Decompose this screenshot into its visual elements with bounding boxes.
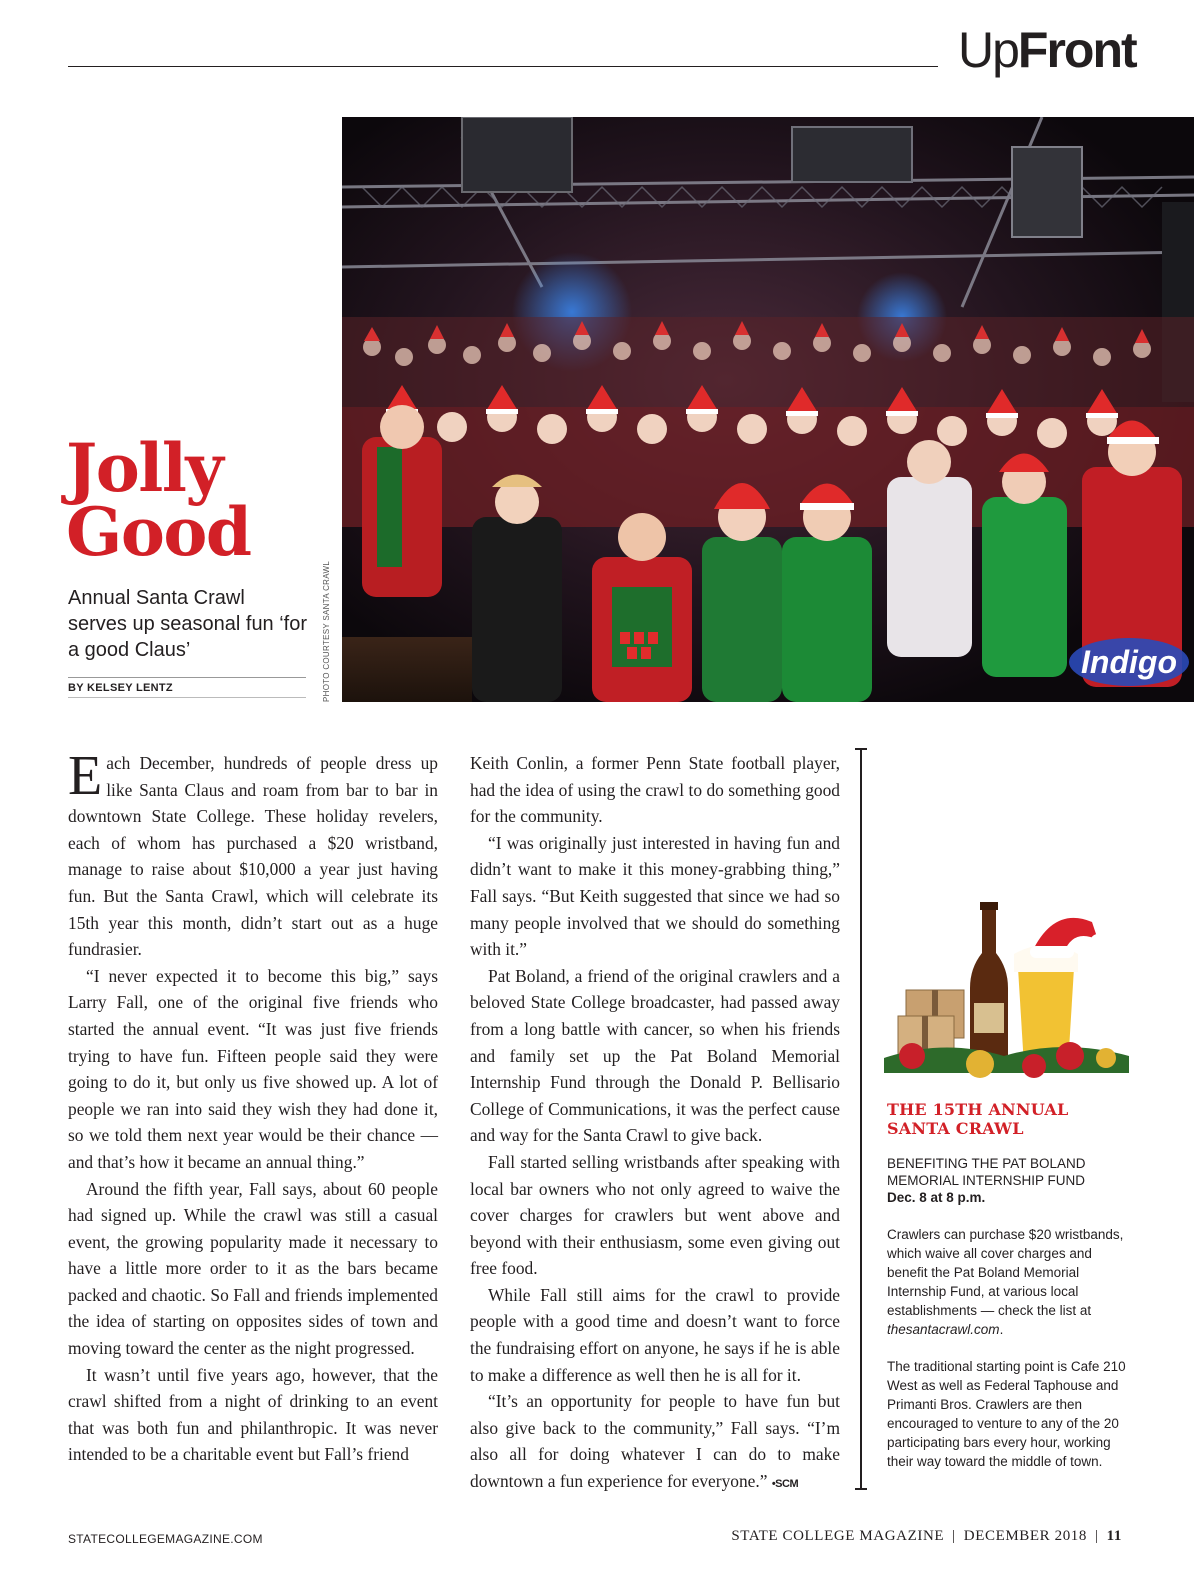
- sidebar-divider-cap-bottom: [855, 1488, 867, 1490]
- santa-crawl-crowd-photo: [342, 117, 1194, 702]
- footer-website: STATECOLLEGEMAGAZINE.COM: [68, 1532, 263, 1546]
- article-column-2: [470, 750, 840, 1498]
- article-paragraph: Keith Conlin, a former Penn State football player, had the idea of using the crawl to do something good for the community.: [470, 753, 840, 827]
- section-tag-bold: Front: [1017, 22, 1136, 78]
- footer-separator: |: [952, 1528, 956, 1544]
- sidebar-subtitle-text: BENEFITING THE PAT BOLAND MEMORIAL INTERNSHIP FUND: [887, 1156, 1086, 1188]
- page-number: 11: [1106, 1528, 1122, 1544]
- article-paragraph: Pat Boland, a friend of the original crawlers and a beloved State College broadcaster, had passed away from a long battle with cancer, so when his friends and family set up the Pat Boland Memorial Internship Fund through the Donald P. Bellisario College of Communications, it was the perfect cause and way for the Santa Crawl to give back.: [470, 965, 840, 1146]
- byline-rule-top: [68, 677, 306, 678]
- headline-line-2: Good: [66, 493, 251, 571]
- sidebar-paragraph-text: Crawlers can purchase $20 wristbands, which waive all cover charges and benefit the Pat Boland Memorial Internship Fund, at various local establishments — check the list at: [887, 1227, 1124, 1318]
- sidebar-paragraph-end: .: [999, 1322, 1004, 1337]
- indigo-sign-logo: [1069, 638, 1189, 686]
- drop-cap: E: [68, 745, 103, 807]
- headline-line-1: Jolly: [66, 429, 223, 507]
- sidebar-title: THE 15TH ANNUAL SANTA CRAWL: [887, 1100, 1069, 1138]
- article-column-1: [68, 745, 438, 1468]
- dek: Annual Santa Crawl serves up seasonal fun ‘for a good Claus’: [68, 587, 308, 661]
- photo-credit: PHOTO COURTESY SANTA CRAWL: [322, 560, 331, 702]
- sidebar-paragraph: [887, 1225, 1127, 1339]
- article-paragraph: Fall started selling wristbands after speaking with local bar owners who not only agreed to waive the cover charges for crawlers but went above and beyond with their enthusiasm, some even giving out free food.: [470, 1151, 840, 1279]
- headline: [66, 429, 251, 571]
- footer-issue: DECEMBER 2018: [963, 1528, 1088, 1544]
- sidebar-divider: [860, 748, 862, 1490]
- byline-rule-bottom: [68, 697, 306, 698]
- beer-gifts-illustration: [884, 898, 1129, 1088]
- article-paragraph: [470, 1388, 840, 1497]
- article-paragraph: Around the fifth year, Fall says, about 60 people had signed up. While the crawl was still a casual event, the growing popularity made it necessary to have a little more order to it as the bars became packed and chaotic. So Fall and friends implemented the idea of starting on opposites sides of town and moving toward the center as the night progressed.: [68, 1178, 438, 1359]
- footer-separator: |: [1095, 1528, 1099, 1544]
- article-paragraph: It wasn’t until five years ago, however, that the crawl shifted from a night of drinking to an event that was both fun and philanthropic. It was never intended to be a charitable event but Fall’s friend: [68, 1364, 438, 1465]
- indigo-sign-text: Indigo: [1081, 644, 1177, 680]
- article-paragraph: While Fall still aims for the crawl to provide people with a good time and doesn’t want to force the fundraising effort on anyone, he says if he is able to make a difference as well then he is all for it.: [470, 1284, 840, 1385]
- sidebar-subtitle: [887, 1155, 1127, 1206]
- end-mark: •SCM: [771, 1478, 799, 1491]
- article-paragraph-text: “It’s an opportunity for people to have fun but also give back to the community,” Fall says. “I’m also all for doing whatever I can do to make downtown a fun experience for everyone.”: [470, 1391, 840, 1492]
- section-tag-light: Up: [958, 22, 1018, 78]
- article-paragraph: “I was originally just interested in having fun and didn’t want to make it this money-grabbing thing,” Fall says. “But Keith suggested that since we had so many people involved that we should do something with it.”: [470, 832, 840, 960]
- article-paragraph: [68, 745, 438, 963]
- event-date: Dec. 8 at 8 p.m.: [887, 1190, 986, 1205]
- section-tag: [958, 22, 1136, 78]
- article-paragraph-text: ach December, hundreds of people dress up like Santa Claus and roam from bar to bar in downtown State College. These holiday revelers, each of whom has purchased a $20 wristband, manage to raise about $10,000 a year just having fun. But the Santa Crawl, which will celebrate its 15th year this month, didn’t start out as a huge fundrasier.: [68, 753, 438, 960]
- byline: BY KELSEY LENTZ: [68, 682, 173, 694]
- sidebar-divider-cap-top: [855, 748, 867, 750]
- header-rule: [68, 66, 938, 67]
- sidebar-paragraph: The traditional starting point is Cafe 210 West as well as Federal Taphouse and Primanti Bros. Crawlers are then encouraged to venture to any of the 20 participating bars every hour, working their way toward the middle of town.: [887, 1359, 1126, 1469]
- footer-magazine: STATE COLLEGE MAGAZINE: [731, 1528, 945, 1544]
- website-link[interactable]: thesantacrawl.com: [887, 1322, 1000, 1337]
- footer-folio: [731, 1528, 1122, 1545]
- article-paragraph: “I never expected it to become this big,” says Larry Fall, one of the original five friends who started the annual event. “It was just five friends trying to have fun. Fifteen people said they were going to do it, but only us five showed up. A lot of people we ran into said they wish they had done it, so we told them next year would be their chance — and that’s how it became an annual thing.”: [68, 965, 438, 1172]
